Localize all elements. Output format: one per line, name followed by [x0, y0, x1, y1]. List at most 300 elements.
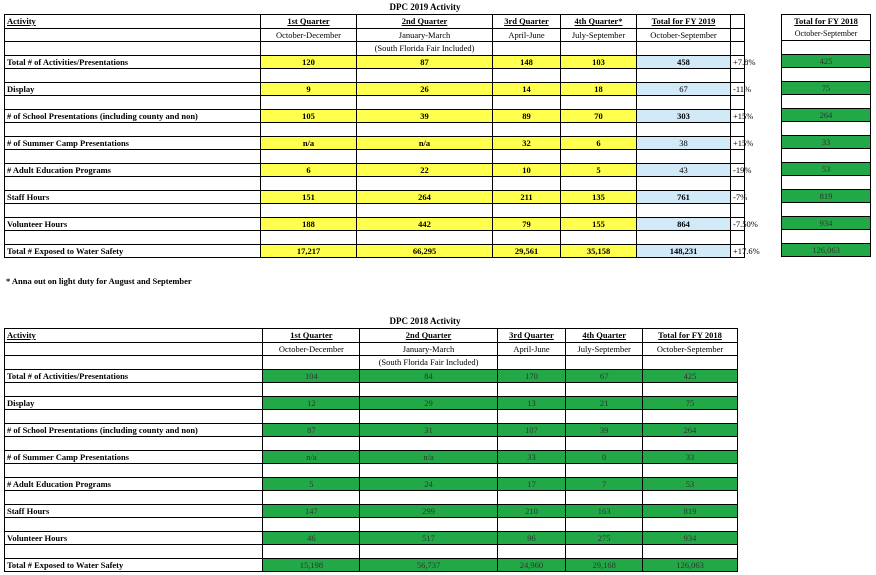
subheader-q2 — [357, 28, 493, 42]
cell-q2: 264 — [357, 190, 493, 204]
cell-q3: 29,561 — [493, 244, 561, 258]
row-label: Total # of Activities/Presentations — [5, 55, 261, 69]
blank-cell — [561, 231, 637, 245]
cell-q3: 170 — [497, 369, 566, 383]
fy18-blank — [782, 41, 871, 55]
row-label: Display — [5, 82, 261, 96]
cell-total: 38 — [637, 136, 731, 150]
fy18-header: Total for FY 2018 — [782, 15, 871, 28]
fy18-blank — [782, 203, 871, 217]
subheader-activity-2 — [5, 356, 263, 370]
table-row — [5, 217, 745, 231]
subheader-row-2 — [5, 356, 738, 370]
cell-total: 67 — [637, 82, 731, 96]
cell-q3: 10 — [493, 163, 561, 177]
cell-total: 303 — [637, 109, 731, 123]
cell-total: 75 — [643, 396, 738, 410]
blank-cell — [5, 383, 263, 397]
cell-q4: 6 — [561, 136, 637, 150]
blank-cell — [5, 69, 261, 83]
cell-q3: 148 — [493, 55, 561, 69]
blank-row — [5, 96, 745, 110]
blank-cell — [357, 177, 493, 191]
subheader2-total — [643, 356, 738, 370]
row-label: # of Summer Camp Presentations — [5, 450, 263, 464]
fy18-value: 264 — [782, 108, 871, 122]
table-2019-title: DPC 2019 Activity — [389, 2, 461, 12]
header-q1: 1st Quarter — [261, 15, 357, 29]
cell-q3: 13 — [497, 396, 566, 410]
blank-cell — [5, 150, 261, 164]
blank-cell — [360, 464, 497, 478]
subheader-total — [643, 342, 738, 356]
blank-cell — [643, 491, 738, 505]
table-row — [5, 450, 738, 464]
subheader2-q2: (South Florida Fair Included) — [357, 42, 493, 56]
table-row — [5, 369, 738, 383]
blank-cell — [561, 69, 637, 83]
blank-cell — [357, 123, 493, 137]
blank-cell — [261, 204, 357, 218]
cell-q1: 15,198 — [263, 558, 360, 572]
blank-cell — [643, 437, 738, 451]
blank-cell — [497, 410, 566, 424]
row-label: Volunteer Hours — [5, 217, 261, 231]
cell-change: +7.8% — [731, 55, 745, 69]
cell-q1: 87 — [263, 423, 360, 437]
cell-q4: 67 — [566, 369, 643, 383]
subheader-q2-text: January-March — [402, 343, 455, 354]
fy18-blank — [782, 149, 871, 163]
blank-cell — [5, 231, 261, 245]
fy18-blank — [782, 230, 871, 244]
blank-cell — [357, 204, 493, 218]
cell-q2: 299 — [360, 504, 497, 518]
subheader-q3-text: April-June — [508, 29, 545, 40]
blank-cell — [497, 437, 566, 451]
subheader-row — [5, 28, 745, 42]
subheader-q2-text: January-March — [398, 29, 451, 40]
table-row — [5, 531, 738, 545]
cell-q3: 17 — [497, 477, 566, 491]
table-row — [5, 163, 745, 177]
blank-cell — [5, 410, 263, 424]
blank-cell — [263, 464, 360, 478]
table-row — [5, 55, 745, 69]
blank-cell — [263, 491, 360, 505]
cell-q2: 87 — [357, 55, 493, 69]
subheader-q1 — [263, 342, 360, 356]
blank-cell — [357, 69, 493, 83]
header-total: Total for FY 2018 — [643, 329, 738, 343]
blank-row — [5, 491, 738, 505]
cell-q1: 147 — [263, 504, 360, 518]
subheader-total-text: October-September — [656, 343, 724, 354]
blank-cell — [497, 383, 566, 397]
blank-cell — [5, 437, 263, 451]
spacer — [731, 42, 745, 56]
blank-row — [5, 69, 745, 83]
blank-cell — [357, 231, 493, 245]
blank-cell — [643, 464, 738, 478]
blank-cell — [643, 545, 738, 559]
row-label: # Adult Education Programs — [5, 163, 261, 177]
blank-cell — [566, 410, 643, 424]
blank-cell — [561, 123, 637, 137]
header-total: Total for FY 2019 — [637, 15, 731, 29]
fy18-blank — [782, 68, 871, 82]
header-activity: Activity — [5, 15, 261, 29]
blank-cell — [360, 518, 497, 532]
header-q2: 2nd Quarter — [357, 15, 493, 29]
subheader-activity — [5, 28, 261, 42]
blank-cell — [493, 231, 561, 245]
blank-cell — [5, 177, 261, 191]
fy18-blank — [782, 122, 871, 136]
cell-q4: 5 — [561, 163, 637, 177]
blank-row — [5, 518, 738, 532]
blank-cell — [261, 123, 357, 137]
spacer — [731, 96, 745, 110]
blank-cell — [263, 383, 360, 397]
blank-cell — [263, 437, 360, 451]
blank-cell — [360, 491, 497, 505]
cell-change: -11% — [731, 82, 745, 96]
table-row — [5, 477, 738, 491]
cell-q4: 29,168 — [566, 558, 643, 572]
subheader-q4-text: July-September — [577, 343, 631, 354]
cell-q1: 105 — [261, 109, 357, 123]
cell-change: +15% — [731, 136, 745, 150]
table-row — [5, 136, 745, 150]
cell-q2: 29 — [360, 396, 497, 410]
subheader2-total — [637, 42, 731, 56]
fy18-row — [782, 216, 871, 230]
blank-cell — [643, 383, 738, 397]
fy18-blank-cell — [782, 149, 871, 163]
fy18-row — [782, 189, 871, 203]
blank-cell — [5, 123, 261, 137]
fy18-row — [782, 243, 871, 257]
subheader2-q4 — [566, 356, 643, 370]
fy18-header-row — [782, 15, 871, 28]
cell-total: 864 — [637, 217, 731, 231]
cell-q4: 103 — [561, 55, 637, 69]
fy18-row — [782, 81, 871, 95]
fy18-row — [782, 54, 871, 68]
blank-cell — [637, 231, 731, 245]
table-row — [5, 504, 738, 518]
cell-change: -7.50% — [731, 217, 745, 231]
subheader-activity — [5, 342, 263, 356]
blank-cell — [493, 96, 561, 110]
cell-q3: 14 — [493, 82, 561, 96]
blank-cell — [261, 231, 357, 245]
cell-change: -19% — [731, 163, 745, 177]
cell-q3: 89 — [493, 109, 561, 123]
spacer — [731, 69, 745, 83]
subheader-row — [5, 342, 738, 356]
subheader-q4-text: July-September — [571, 29, 626, 40]
subheader-total — [637, 28, 731, 42]
table-row — [5, 109, 745, 123]
spacer — [731, 177, 745, 191]
blank-row — [5, 204, 745, 218]
blank-cell — [637, 150, 731, 164]
cell-total: 761 — [637, 190, 731, 204]
header-q1: 1st Quarter — [263, 329, 360, 343]
fy2018-total-column — [781, 14, 871, 257]
cell-total: 264 — [643, 423, 738, 437]
cell-q1: 17,217 — [261, 244, 357, 258]
blank-cell — [637, 204, 731, 218]
blank-cell — [637, 69, 731, 83]
cell-q2: 22 — [357, 163, 493, 177]
header-row — [5, 329, 738, 343]
cell-total: 425 — [643, 369, 738, 383]
fy18-blank — [782, 95, 871, 109]
blank-cell — [497, 545, 566, 559]
blank-cell — [5, 491, 263, 505]
cell-total: 43 — [637, 163, 731, 177]
blank-cell — [497, 464, 566, 478]
blank-cell — [493, 177, 561, 191]
fy18-value: 819 — [782, 189, 871, 203]
cell-q3: 32 — [493, 136, 561, 150]
fy18-value: 126,063 — [782, 243, 871, 257]
blank-cell — [357, 96, 493, 110]
subheader2-q3 — [497, 356, 566, 370]
spacer — [731, 15, 745, 29]
subheader-q1-text: October-December — [276, 29, 341, 40]
cell-q4: 39 — [566, 423, 643, 437]
cell-q4: 135 — [561, 190, 637, 204]
table-row — [5, 82, 745, 96]
blank-cell — [637, 96, 731, 110]
cell-q2: 66,295 — [357, 244, 493, 258]
blank-cell — [566, 464, 643, 478]
cell-q2: n/a — [360, 450, 497, 464]
subheader-q1-text: October-December — [278, 343, 344, 354]
blank-cell — [637, 123, 731, 137]
cell-q2: 26 — [357, 82, 493, 96]
fy18-value: 75 — [782, 81, 871, 95]
fy18-row — [782, 135, 871, 149]
blank-row — [5, 437, 738, 451]
cell-q4: 70 — [561, 109, 637, 123]
header-q3: 3rd Quarter — [493, 15, 561, 29]
subheader-q3 — [493, 28, 561, 42]
cell-q1: 6 — [261, 163, 357, 177]
header-q4: 4th Quarter* — [561, 15, 637, 29]
subheader-q4 — [566, 342, 643, 356]
subheader-q1 — [261, 28, 357, 42]
blank-cell — [263, 410, 360, 424]
blank-row — [5, 123, 745, 137]
fy18-blank-cell — [782, 176, 871, 190]
blank-cell — [561, 204, 637, 218]
blank-row — [5, 383, 738, 397]
cell-q1: n/a — [261, 136, 357, 150]
blank-cell — [561, 150, 637, 164]
subheader-activity-2 — [5, 42, 261, 56]
blank-cell — [493, 150, 561, 164]
fy18-blank-cell — [782, 203, 871, 217]
blank-cell — [360, 383, 497, 397]
blank-cell — [643, 410, 738, 424]
fy18-sub-row — [782, 28, 871, 41]
cell-q3: 24,960 — [497, 558, 566, 572]
subheader2-q4 — [561, 42, 637, 56]
blank-cell — [493, 204, 561, 218]
subheader-total-text: October-September — [650, 29, 717, 40]
fy18-blank-cell — [782, 41, 871, 55]
blank-cell — [643, 518, 738, 532]
blank-cell — [5, 545, 263, 559]
subheader2-q3 — [493, 42, 561, 56]
cell-total: 33 — [643, 450, 738, 464]
blank-row — [5, 231, 745, 245]
blank-row — [5, 464, 738, 478]
fy18-row — [782, 108, 871, 122]
cell-q1: 151 — [261, 190, 357, 204]
row-label: Total # Exposed to Water Safety — [5, 244, 261, 258]
blank-cell — [637, 177, 731, 191]
row-label: Staff Hours — [5, 504, 263, 518]
cell-q2: 24 — [360, 477, 497, 491]
cell-q3: 33 — [497, 450, 566, 464]
header-q4: 4th Quarter — [566, 329, 643, 343]
fy18-value: 33 — [782, 135, 871, 149]
blank-cell — [566, 518, 643, 532]
subheader2-q1 — [263, 356, 360, 370]
blank-cell — [360, 437, 497, 451]
blank-cell — [561, 96, 637, 110]
row-label: Volunteer Hours — [5, 531, 263, 545]
cell-q2: n/a — [357, 136, 493, 150]
blank-cell — [566, 383, 643, 397]
cell-q2: 39 — [357, 109, 493, 123]
subheader2-q2: (South Florida Fair Included) — [360, 356, 497, 370]
cell-change: +17.6% — [731, 244, 745, 258]
header-q3: 3rd Quarter — [497, 329, 566, 343]
blank-cell — [360, 410, 497, 424]
cell-total: 458 — [637, 55, 731, 69]
blank-row — [5, 150, 745, 164]
cell-q1: 12 — [263, 396, 360, 410]
cell-q2: 56,737 — [360, 558, 497, 572]
blank-cell — [5, 464, 263, 478]
blank-cell — [263, 545, 360, 559]
row-label: Display — [5, 396, 263, 410]
row-label: Total # Exposed to Water Safety — [5, 558, 263, 572]
cell-q4: 18 — [561, 82, 637, 96]
blank-cell — [497, 491, 566, 505]
fy18-value: 425 — [782, 54, 871, 68]
blank-cell — [493, 69, 561, 83]
table-row — [5, 396, 738, 410]
cell-q4: 275 — [566, 531, 643, 545]
cell-change: -7% — [731, 190, 745, 204]
blank-cell — [5, 518, 263, 532]
table-2018-title: DPC 2018 Activity — [389, 316, 461, 326]
cell-q2: 442 — [357, 217, 493, 231]
fy18-blank — [782, 176, 871, 190]
blank-cell — [261, 177, 357, 191]
row-label: # Adult Education Programs — [5, 477, 263, 491]
cell-total: 934 — [643, 531, 738, 545]
table-row — [5, 190, 745, 204]
fy18-row — [782, 162, 871, 176]
fy18-blank-cell — [782, 95, 871, 109]
table-row — [5, 244, 745, 258]
blank-row — [5, 545, 738, 559]
cell-q1: 9 — [261, 82, 357, 96]
blank-cell — [566, 437, 643, 451]
blank-cell — [497, 518, 566, 532]
table-row — [5, 558, 738, 572]
fy18-blank-cell — [782, 122, 871, 136]
cell-total: 148,231 — [637, 244, 731, 258]
cell-q4: 7 — [566, 477, 643, 491]
fy18-blank-cell — [782, 230, 871, 244]
blank-cell — [261, 150, 357, 164]
cell-total: 819 — [643, 504, 738, 518]
cell-q1: 46 — [263, 531, 360, 545]
blank-cell — [261, 69, 357, 83]
spacer — [731, 204, 745, 218]
cell-total: 53 — [643, 477, 738, 491]
table-2019 — [4, 14, 760, 258]
fy18-blank-cell — [782, 68, 871, 82]
blank-cell — [263, 518, 360, 532]
spacer — [731, 231, 745, 245]
cell-q3: 79 — [493, 217, 561, 231]
fy18-sub: October-September — [782, 28, 871, 41]
cell-q2: 517 — [360, 531, 497, 545]
cell-q4: 0 — [566, 450, 643, 464]
cell-q4: 35,158 — [561, 244, 637, 258]
table-2018 — [4, 328, 738, 572]
subheader2-q1 — [261, 42, 357, 56]
row-label: # of School Presentations (including county and non) — [5, 423, 263, 437]
cell-q3: 107 — [497, 423, 566, 437]
blank-cell — [5, 204, 261, 218]
footnote: * Anna out on light duty for August and September — [6, 276, 192, 286]
cell-change: +15% — [731, 109, 745, 123]
blank-cell — [5, 96, 261, 110]
blank-cell — [360, 545, 497, 559]
spacer — [731, 123, 745, 137]
row-label: # of School Presentations (including county and non) — [5, 109, 261, 123]
cell-q3: 96 — [497, 531, 566, 545]
row-label: # of Summer Camp Presentations — [5, 136, 261, 150]
subheader-row-2 — [5, 42, 745, 56]
header-row — [5, 15, 745, 29]
fy18-value: 934 — [782, 216, 871, 230]
blank-cell — [566, 491, 643, 505]
blank-row — [5, 177, 745, 191]
row-label: Total # of Activities/Presentations — [5, 369, 263, 383]
subheader-q2 — [360, 342, 497, 356]
cell-q3: 210 — [497, 504, 566, 518]
cell-q2: 84 — [360, 369, 497, 383]
cell-q3: 211 — [493, 190, 561, 204]
cell-q1: 120 — [261, 55, 357, 69]
cell-total: 126,063 — [643, 558, 738, 572]
spacer — [731, 28, 745, 42]
subheader-q3-text: April-June — [513, 343, 550, 354]
